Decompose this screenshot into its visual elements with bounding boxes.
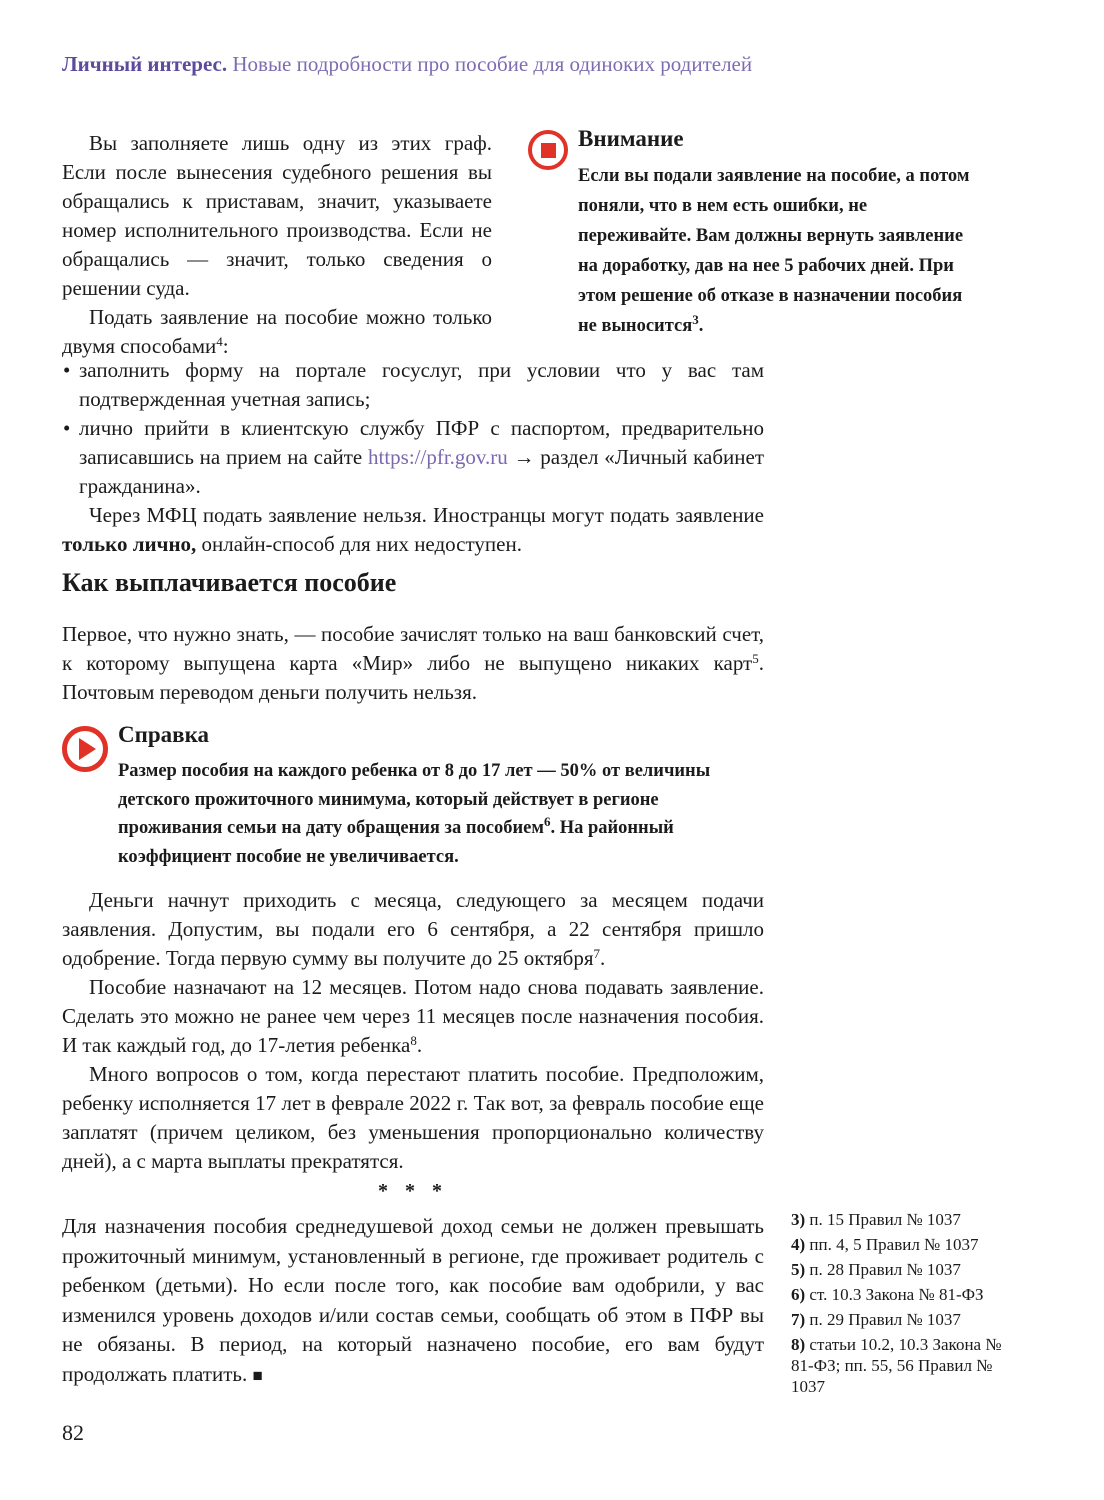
list-item-text: → раздел «Личный кабинет гражданина». (79, 445, 764, 498)
paragraph-text: . (600, 946, 606, 970)
attention-text: Если вы подали заявление на пособие, а потом поняли, что в нем есть ошибки, не переживайте. Вам должны вернуть заявление на доработку, дав на нее 5 рабочих дней. При этом решение об отказе в назначении пособия не выносится (578, 166, 970, 336)
bullet-list (62, 356, 764, 559)
paragraph-text: Пособие назначают на 12 месяцев. Потом надо снова подавать заявление. Сделать это можно не ранее чем через 11 месяцев после назначения пособия. И так каждый год, до 17-летия ребенка (62, 975, 764, 1057)
footnote (791, 1259, 1025, 1280)
attention-text: . (698, 316, 704, 336)
page-number: 82 (62, 1420, 84, 1445)
list-item (62, 356, 764, 414)
footnote-ref-4: 4 (216, 334, 223, 349)
footnote (791, 1209, 1025, 1230)
footnote (791, 1284, 1025, 1305)
footnote-number: 7) (791, 1310, 806, 1329)
footnote (791, 1234, 1025, 1255)
footnotes-list (791, 1209, 1025, 1401)
paragraph-text: . (416, 1033, 423, 1057)
paragraph-text: Через МФЦ подать заявление нельзя. Иностранцы могут подать заявление (89, 503, 764, 527)
paragraph (62, 303, 492, 361)
pfr-link[interactable]: https://pfr.gov.ru (368, 445, 508, 469)
paragraph-text: Подать заявление на пособие можно только двумя способами (62, 305, 492, 358)
paragraph-text: Для назначения пособия среднедушевой доход семьи не должен превышать прожиточный минимум, установленный в регионе, где проживает родитель с ребенком (детьми). Но если после того, как пособие вам одобрили, у вас изменился уровень доходов и/или состав семьи, сообщать об этом в ПФР вы не обязаны. В период, на который назначено пособие, его вам будут продолжать платить. (62, 1214, 764, 1386)
footnote-text: п. 28 Правил № 1037 (805, 1260, 961, 1279)
stop-square-icon (528, 130, 568, 170)
footnote-ref-6: 6 (543, 814, 551, 829)
play-icon (62, 726, 108, 772)
footnote-number: 8) (791, 1335, 806, 1354)
paragraph-text: онлайн-способ для них недоступен. (196, 532, 522, 556)
reference-box (62, 722, 754, 871)
attention-body (578, 161, 972, 341)
footnote-text: п. 15 Правил № 1037 (805, 1210, 961, 1229)
reference-content (118, 722, 754, 871)
article-body (62, 886, 764, 1176)
reference-title: Справка (118, 722, 209, 747)
footnote-number: 5) (791, 1260, 806, 1279)
reference-text: Размер пособия на каждого ребенка от 8 до 17 лет — 50% от величины детского прожиточного минимума, который действует в регионе проживания семьи на дату обращения за пособием (118, 761, 711, 838)
paragraph (62, 886, 764, 973)
attention-box (526, 126, 972, 341)
footnote-text: пп. 4, 5 Правил № 1037 (805, 1235, 979, 1254)
paragraph (62, 973, 764, 1060)
list-item-text: заполнить форму на портале госуслуг, при условии что у вас там подтвержденная учетная запись; (79, 358, 764, 411)
section-separator: * * * (378, 1180, 448, 1202)
footnote-text: статьи 10.2, 10.3 Закона № 81-ФЗ; пп. 55, 56 Правил № 1037 (791, 1335, 1002, 1396)
running-head (62, 52, 752, 77)
footnote-number: 4) (791, 1235, 806, 1254)
article-subtitle: Новые подробности про пособие для одиноких родителей (227, 52, 753, 76)
paragraph (62, 620, 764, 707)
paragraph: Много вопросов о том, когда перестают платить пособие. Предположим, ребенку исполняется 17 лет в феврале 2022 г. Так вот, за февраль пособие еще заплатят (причем целиком, без уменьшения пропорционально количеству дней), а с марта выплаты прекратятся. (62, 1062, 764, 1173)
reference-body (118, 757, 732, 871)
end-of-article-marker: ■ (252, 1365, 263, 1385)
paragraph: Вы заполняете лишь одну из этих граф. Если после вынесения судебного решения вы обращались к приставам, значит, указываете номер исполнительного производства. Если не обращались — значит, только сведения о решении суда. (62, 131, 492, 300)
paragraph-text: Деньги начнут приходить с месяца, следующего за месяцем подачи заявления. Допустим, вы подали его 6 сентября, а 22 сентября пришло одобрение. Тогда первую сумму вы получите до 25 октября (62, 888, 764, 970)
reference-text: . На районный коэффициент пособие не увеличивается. (118, 818, 674, 867)
footnote-ref-8: 8 (410, 1033, 417, 1048)
closing-paragraph (62, 1212, 764, 1390)
footnote (791, 1309, 1025, 1330)
rubric-label: Личный интерес. (62, 52, 228, 76)
footnote (791, 1334, 1025, 1397)
footnote-ref-3: 3 (692, 312, 699, 327)
footnote-number: 6) (791, 1285, 806, 1304)
paragraph-text: : (222, 334, 229, 358)
footnote-text: п. 29 Правил № 1037 (805, 1310, 961, 1329)
footnote-text: ст. 10.3 Закона № 81-ФЗ (805, 1285, 984, 1304)
footnote-number: 3) (791, 1210, 806, 1229)
footnote-ref-5: 5 (752, 651, 759, 666)
emphasis-text: только лично, (62, 532, 197, 556)
paragraph-text: . Почтовым переводом деньги получить нельзя. (62, 651, 764, 704)
list-item (62, 414, 764, 501)
paragraph-text: Первое, что нужно знать, — пособие зачислят только на ваш банковский счет, к которому выпущена карта «Мир» либо не выпущено никаких карт (62, 622, 764, 675)
list-item-text: лично прийти в клиентскую службу ПФР с паспортом, предварительно записавшись на прием на сайте (79, 416, 764, 469)
attention-title: Внимание (578, 126, 684, 151)
footnote-ref-7: 7 (593, 946, 601, 961)
attention-content (578, 126, 972, 341)
paragraph (62, 501, 764, 559)
section-heading: Как выплачивается пособие (62, 568, 397, 597)
intro-column (62, 129, 492, 361)
